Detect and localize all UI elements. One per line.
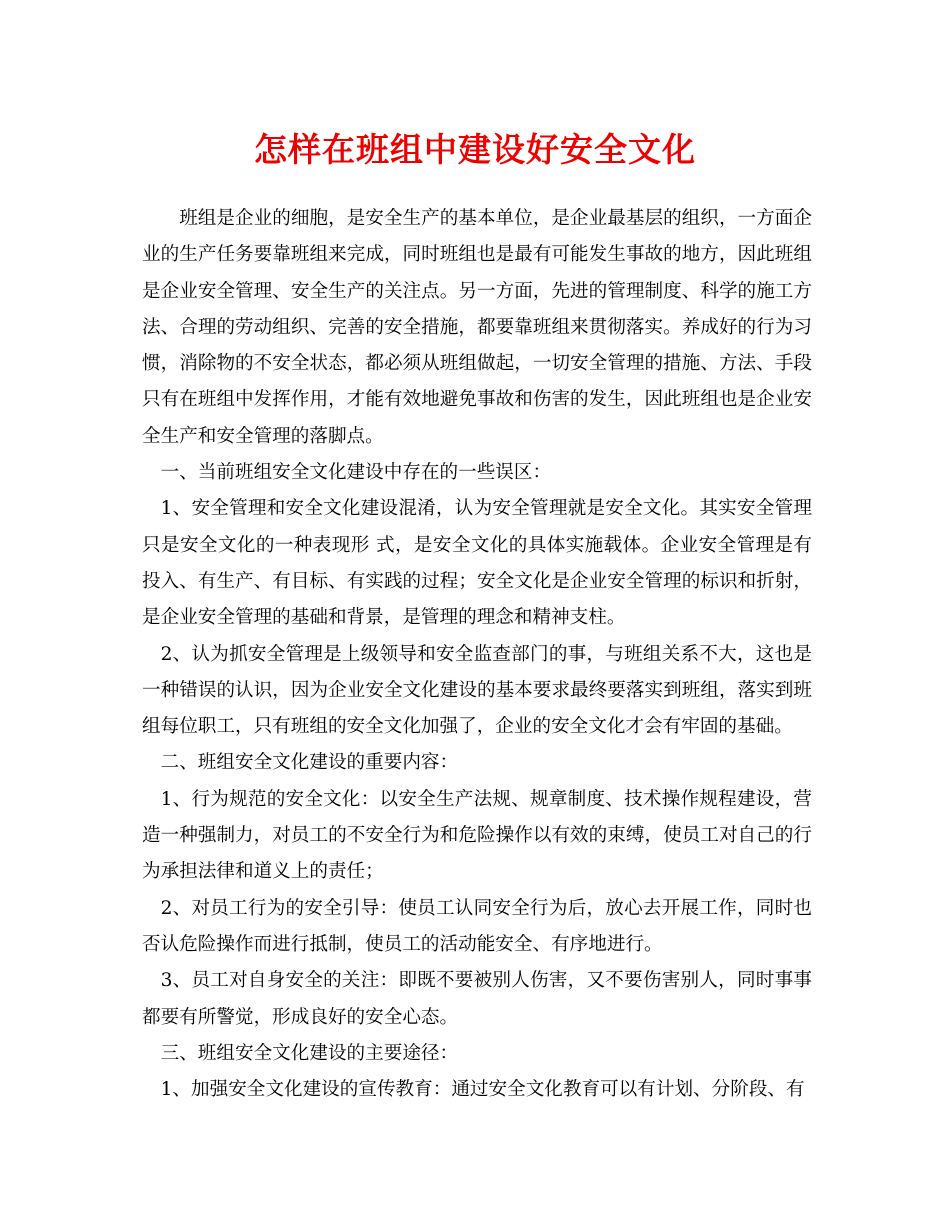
paragraph-2-2: 2、对员工行为的安全引导：使员工认同安全行为后，放心去开展工作，同时也否认危险操作而进行抵制，使员工的活动能安全、有序地进行。 (142, 897, 812, 955)
section-heading-3: 三、班组安全文化建设的主要途径： (160, 1042, 459, 1064)
paragraph-intro: 班组是企业的细胞，是安全生产的基本单位，是企业最基层的组织，一方面企业的生产任务要靠班组来完成，同时班组也是最有可能发生事故的地方，因此班组是企业安全管理、安全生产的关注点。另一方面，先进的管理制度、科学的施工方法、合理的劳动组织、完善的安全措施，都要靠班组来贯彻落实。养成好的行为习惯，消除物的不安全状态，都必须从班组做起，一切安全管理的措施、方法、手段只有在班组中发挥作用，才能有效地避免事故和伤害的发生，因此班组也是企业安全生产和安全管理的落脚点。 (142, 208, 812, 447)
document-title: 怎样在班组中建设好安全文化 (254, 130, 696, 169)
section-heading-2: 二、班组安全文化建设的重要内容： (160, 752, 459, 774)
paragraph-2-1: 1、行为规范的安全文化：以安全生产法规、规章制度、技术操作规程建设，营造一种强制力，对员工的不安全行为和危险操作以有效的束缚，使员工对自己的行为承担法律和道义上的责任； (142, 788, 812, 883)
paragraph-1-1: 1、安全管理和安全文化建设混淆，认为安全管理就是安全文化。其实安全管理只是安全文化的一种表现形 式，是安全文化的具体实施载体。企业安全管理是有投入、有生产、有目标、有实践的过程；安全文化是企业安全管理的标识和折射，是企业安全管理的基础和背景，是管理的理念和精神支柱。 (142, 498, 812, 629)
document-body (142, 201, 812, 1108)
paragraph-3-1: 1、加强安全文化建设的宣传教育：通过安全文化教育可以有计划、分阶段、有 (160, 1079, 805, 1101)
section-heading-1: 一、当前班组安全文化建设中存在的一些误区： (160, 462, 552, 484)
paragraph-2-3: 3、员工对自身安全的关注：即既不要被别人伤害，又不要伤害别人，同时事事都要有所警觉，形成良好的安全心态。 (142, 970, 812, 1028)
paragraph-1-2: 2、认为抓安全管理是上级领导和安全监查部门的事，与班组关系不大，这也是一种错误的认识，因为企业安全文化建设的基本要求最终要落实到班组，落实到班组每位职工，只有班组的安全文化加强了，企业的安全文化才会有牢固的基础。 (142, 643, 812, 738)
